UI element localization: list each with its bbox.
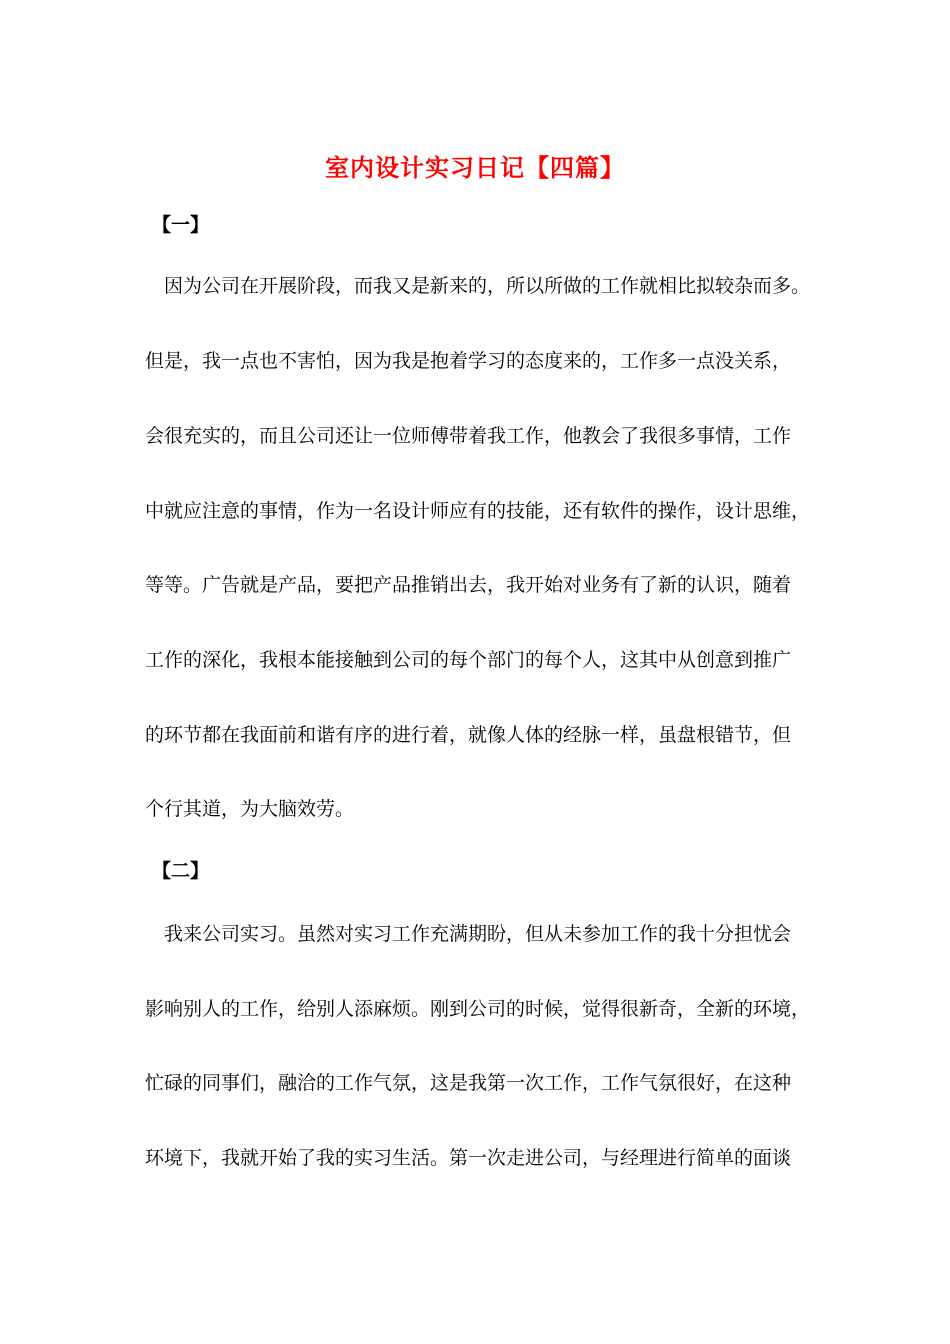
paragraph-line: 因为公司在开展阶段，而我又是新来的，所以所做的工作就相比拟较杂而多。 [164, 275, 811, 297]
paragraph-line: 工作的深化，我根本能接触到公司的每个部门的每个人，这其中从创意到推广 [145, 649, 792, 671]
section-heading-1: 【一】 [152, 214, 210, 236]
paragraph-line: 等等。广告就是产品，要把产品推销出去，我开始对业务有了新的认识，随着 [145, 574, 792, 596]
paragraph-line: 中就应注意的事情，作为一名设计师应有的技能，还有软件的操作，设计思维， [145, 500, 811, 522]
section-heading-2: 【二】 [152, 860, 210, 882]
paragraph-line: 影响别人的工作，给别人添麻烦。刚到公司的时候，觉得很新奇，全新的环境， [145, 998, 811, 1020]
paragraph-line: 会很充实的，而且公司还让一位师傅带着我工作，他教会了我很多事情，工作 [145, 425, 792, 447]
paragraph-line: 我来公司实习。虽然对实习工作充满期盼，但从未参加工作的我十分担忧会 [164, 923, 792, 945]
paragraph-line: 的环节都在我面前和谐有序的进行着，就像人体的经脉一样，虽盘根错节，但 [145, 724, 792, 746]
paragraph-line: 忙碌的同事们，融洽的工作气氛，这是我第一次工作，工作气氛很好，在这种 [145, 1072, 792, 1094]
paragraph-line: 但是，我一点也不害怕，因为我是抱着学习的态度来的，工作多一点没关系， [145, 350, 792, 372]
paragraph-line: 个行其道，为大脑效劳。 [145, 798, 355, 820]
paragraph-line: 环境下，我就开始了我的实习生活。第一次走进公司，与经理进行简单的面谈 [145, 1147, 792, 1169]
document-title: 室内设计实习日记【四篇】 [325, 154, 625, 182]
